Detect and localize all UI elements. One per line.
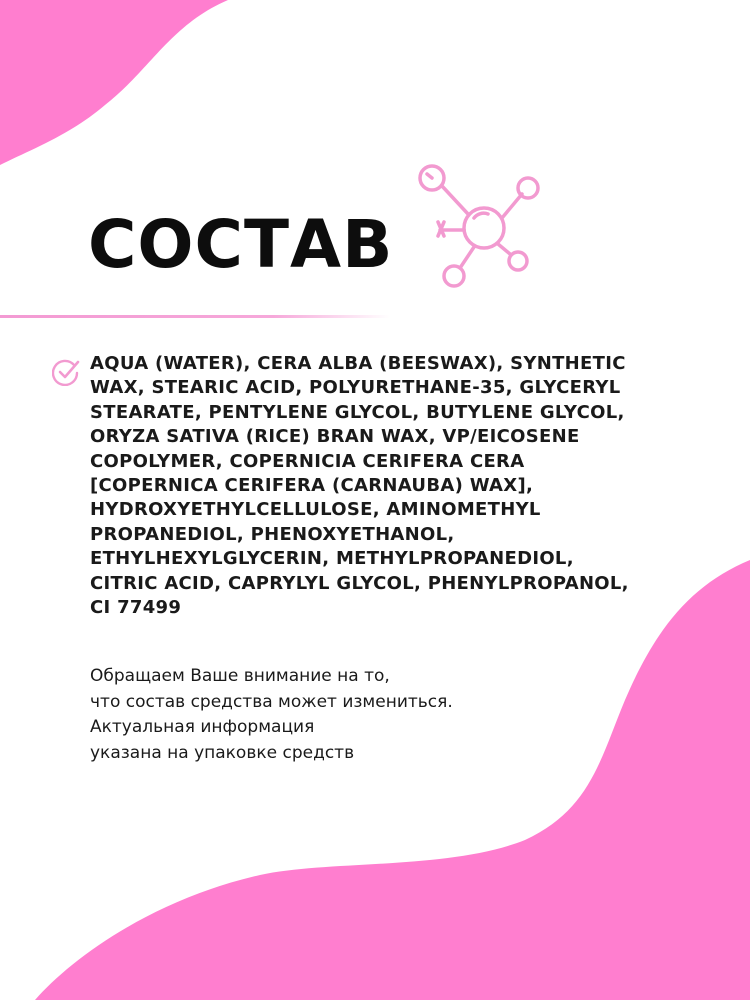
check-circle-icon: [52, 358, 80, 386]
title-divider: [0, 315, 390, 318]
top-left-wave: [0, 0, 228, 165]
bottom-right-wave: [35, 560, 750, 1000]
composition-notice: Обращаем Ваше внимание на то, что состав средства может измениться. Актуальная информация указана на упаковке средств: [90, 666, 453, 763]
molecule-icon: [410, 150, 550, 300]
ingredients-list: AQUA (WATER), CERA ALBA (BEESWAX), SYNTHETIC WAX, STEARIC ACID, POLYURETHANE-35, GLYCERYL STEARATE, PENTYLENE GLYCOL, BUTYLENE GLYCOL, ORYZA SATIVA (RICE) BRAN WAX, VP/EICOSENE COPOLYMER, COPERNICIA CERIFERA CERA [COPERNICA CERIFERA (CARNAUBA) WAX], HYDROXYETHYLCELLULOSE, AMINOMETHYL PROPANEDIOL, PHENOXYETHANOL, ETHYLHEXYLGLYCERIN, METHYLPROPANEDIOL, CITRIC ACID, CAPRYLYL GLYCOL, PHENYLPROPANOL, CI 77499: [90, 353, 629, 619]
page-title: СОСТАВ: [88, 206, 394, 283]
